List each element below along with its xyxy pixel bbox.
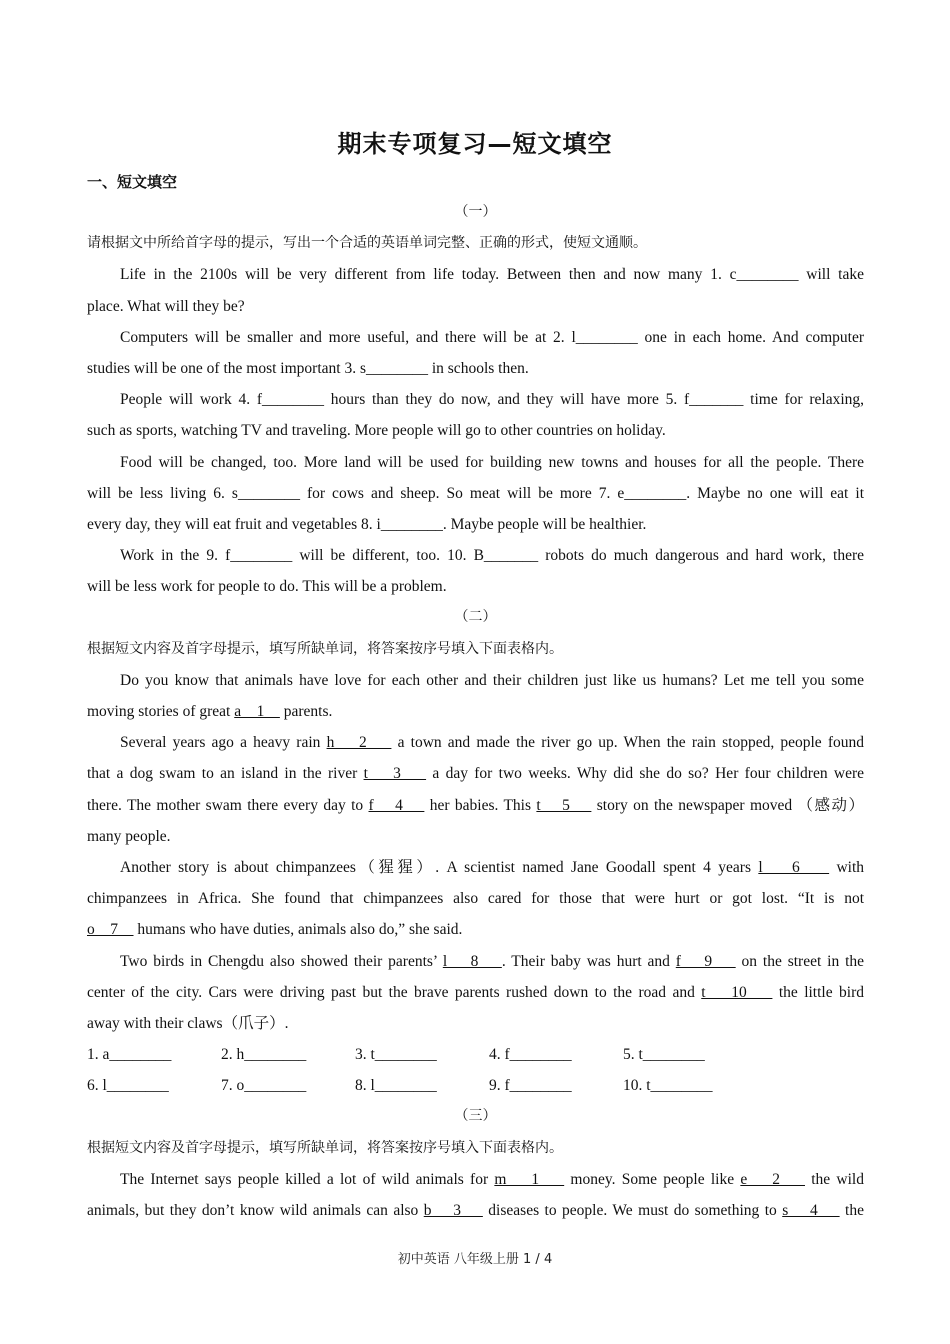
passage1-line: Food will be changed, too. More land will be used for building new towns and houses for all the people. There bbox=[120, 453, 864, 471]
passage1-line: place. What will they be? bbox=[87, 297, 245, 315]
blank-7: o 7 bbox=[87, 921, 134, 939]
passage2-line: Another story is about chimpanzees（猩猩）. A scientist named Jane Goodall spent 4 years l 6 with bbox=[120, 858, 865, 876]
blank-4: f 4 bbox=[368, 796, 425, 814]
passage1-line: studies will be one of the most important 3. s________ in schools then. bbox=[87, 359, 529, 377]
passage1-line: will be less living 6. s________ for cows and sheep. So meat will be more 7. e________. Maybe no one will eat it bbox=[87, 484, 864, 502]
answer-blank[interactable]: 7. o________ bbox=[221, 1077, 307, 1095]
answer-blank[interactable]: 8. l________ bbox=[355, 1077, 437, 1095]
answer-blank[interactable]: 1. a________ bbox=[87, 1046, 172, 1064]
blank-1: a 1 bbox=[234, 703, 280, 720]
passage1-line: Life in the 2100s will be very different from life today. Between then and now many 1. c________ will take bbox=[120, 266, 864, 284]
blank-8: l 8 bbox=[442, 952, 502, 970]
passage3-line: animals, but they don’t know wild animals can also b 3 diseases to people. We must do something to s 4 the bbox=[87, 1202, 864, 1219]
blank-9: f 9 bbox=[675, 952, 736, 970]
page-title: 期末专项复习—短文填空 bbox=[337, 130, 613, 158]
passage1-line: such as sports, watching TV and traveling. More people will go to other countries on holiday. bbox=[87, 422, 666, 440]
blank-6: l 6 bbox=[758, 858, 830, 876]
passage2-line: that a dog swam to an island in the river t 3 a day for two weeks. Why did she do so? Her four children were bbox=[87, 765, 864, 783]
passage3-instruction: 根据短文内容及首字母提示，填写所缺单词，将答案按序号填入下面表格内。 bbox=[87, 1139, 563, 1156]
passage2-line: Two birds in Chengdu also showed their parents’ l 8 . Their baby was hurt and f 9 on the street in the bbox=[120, 952, 865, 970]
blank-4: s 4 bbox=[782, 1202, 840, 1219]
passage1-instruction: 请根据文中所给首字母的提示，写出一个合适的英语单词完整、正确的形式，使短文通顺。 bbox=[87, 235, 647, 252]
passage1-line: People will work 4. f________ hours than they do now, and they will have more 5. f_______ time for relaxing, bbox=[120, 391, 864, 409]
blank-1: m 1 bbox=[494, 1170, 565, 1188]
blank-3: b 3 bbox=[423, 1202, 483, 1219]
passage2-line: there. The mother swam there every day to f 4 her babies. This t 5 story on the newspaper moved （感动） bbox=[87, 796, 864, 814]
passage2-line: away with their claws（爪子）. bbox=[87, 1014, 289, 1032]
blank-2: e 2 bbox=[740, 1170, 805, 1188]
passage3-line: The Internet says people killed a lot of wild animals for m 1 money. Some people like e 2 the wild bbox=[120, 1170, 864, 1188]
blank-3: t 3 bbox=[363, 765, 427, 783]
passage2-line: center of the city. Cars were driving past but the brave parents rushed down to the road and t 10 the little bird bbox=[87, 983, 864, 1001]
answer-blank[interactable]: 3. t________ bbox=[355, 1046, 437, 1064]
answer-blank[interactable]: 2. h________ bbox=[221, 1046, 307, 1064]
blank-2: h 2 bbox=[326, 734, 392, 752]
blank-10: t 10 bbox=[701, 983, 773, 1001]
passage2-heading: （二） bbox=[454, 610, 497, 626]
passage2-line: Several years ago a heavy rain h 2 a town and made the river go up. When the rain stopped, people found bbox=[120, 734, 865, 752]
answer-row bbox=[87, 1070, 864, 1101]
passage1-heading: （一） bbox=[454, 205, 497, 220]
passage1-line: Computers will be smaller and more useful, and there will be at 2. l________ one in each home. And computer bbox=[120, 328, 864, 346]
document-body bbox=[87, 197, 864, 1226]
answer-blank[interactable]: 5. t________ bbox=[623, 1046, 705, 1064]
passage2-line: moving stories of great a 1 parents. bbox=[87, 703, 333, 720]
passage2-instruction: 根据短文内容及首字母提示，填写所缺单词，将答案按序号填入下面表格内。 bbox=[87, 640, 563, 657]
passage1-line: will be less work for people to do. This will be a problem. bbox=[87, 578, 447, 596]
answer-blank[interactable]: 4. f________ bbox=[489, 1046, 572, 1064]
passage3-heading: （三） bbox=[454, 1109, 497, 1125]
passage2-line: Do you know that animals have love for each other and their children just like us humans? Let me tell you some bbox=[120, 671, 864, 689]
passage1-line: Work in the 9. f________ will be different, too. 10. B_______ robots do much dangerous and hard work, there bbox=[120, 547, 864, 565]
section-heading: 一、短文填空 bbox=[87, 173, 178, 191]
answer-blank[interactable]: 10. t________ bbox=[623, 1077, 713, 1095]
passage2-line: many people. bbox=[87, 827, 171, 845]
page-footer: 初中英语 八年级上册 1 / 4 bbox=[397, 1252, 553, 1267]
answer-row bbox=[87, 1039, 864, 1070]
passage1-line: every day, they will eat fruit and vegetables 8. i________. Maybe people will be healthier. bbox=[87, 515, 647, 533]
answer-blank[interactable]: 9. f________ bbox=[489, 1077, 572, 1095]
answer-blank[interactable]: 6. l________ bbox=[87, 1077, 169, 1095]
passage2-line: o 7 humans who have duties, animals also do,” she said. bbox=[87, 921, 463, 939]
blank-5: t 5 bbox=[536, 796, 592, 814]
passage2-line: chimpanzees in Africa. She found that chimpanzees also cared for those that were hurt or got lost. “It is not bbox=[87, 890, 864, 908]
